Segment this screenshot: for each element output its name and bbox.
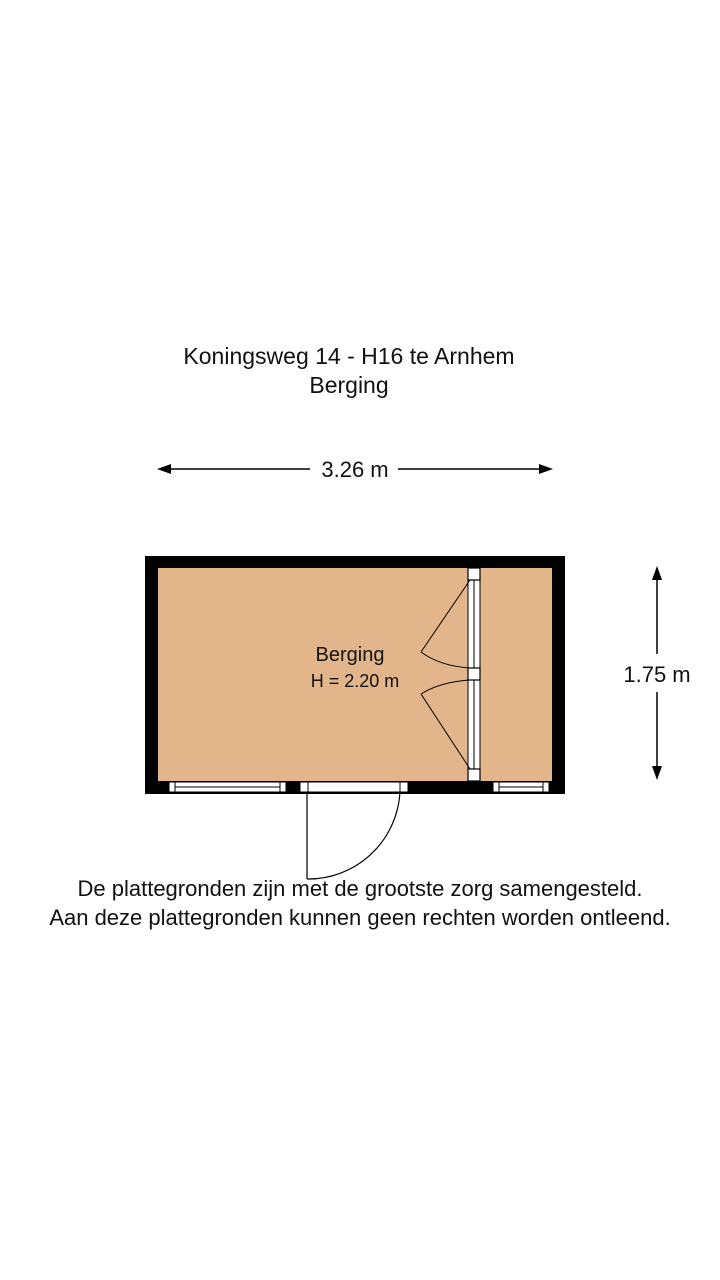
partition-wall-post-bottom (468, 769, 480, 781)
room-height-label: H = 2.20 m (310, 671, 400, 691)
disclaimer (0, 874, 720, 932)
width-arrow-right (539, 464, 553, 474)
height-arrow-bottom (652, 766, 662, 780)
floor-title: Berging (309, 372, 389, 398)
disclaimer-line-2: Aan deze plattegronden kunnen geen rechten worden ontleend. (49, 905, 671, 930)
partition-wall-post-mid (468, 668, 480, 680)
disclaimer-line-1: De plattegronden zijn met de grootste zorg samengesteld. (77, 876, 643, 901)
width-dimension (157, 457, 553, 482)
room-name-label: Berging (315, 644, 385, 666)
window-left (169, 782, 286, 792)
width-arrow-left (157, 464, 171, 474)
window-right (493, 782, 549, 792)
room-floor-closet (480, 568, 552, 781)
height-dimension (623, 566, 690, 780)
entrance-door-opening (300, 782, 408, 792)
address-title: Koningsweg 14 - H16 te Arnhem (183, 343, 515, 369)
entrance-door (300, 782, 408, 879)
partition-wall-post-top (468, 568, 480, 580)
entrance-door-arc (307, 792, 400, 879)
height-label: 1.75 m (623, 662, 691, 687)
height-arrow-top (652, 566, 662, 580)
width-label: 3.26 m (321, 457, 389, 482)
